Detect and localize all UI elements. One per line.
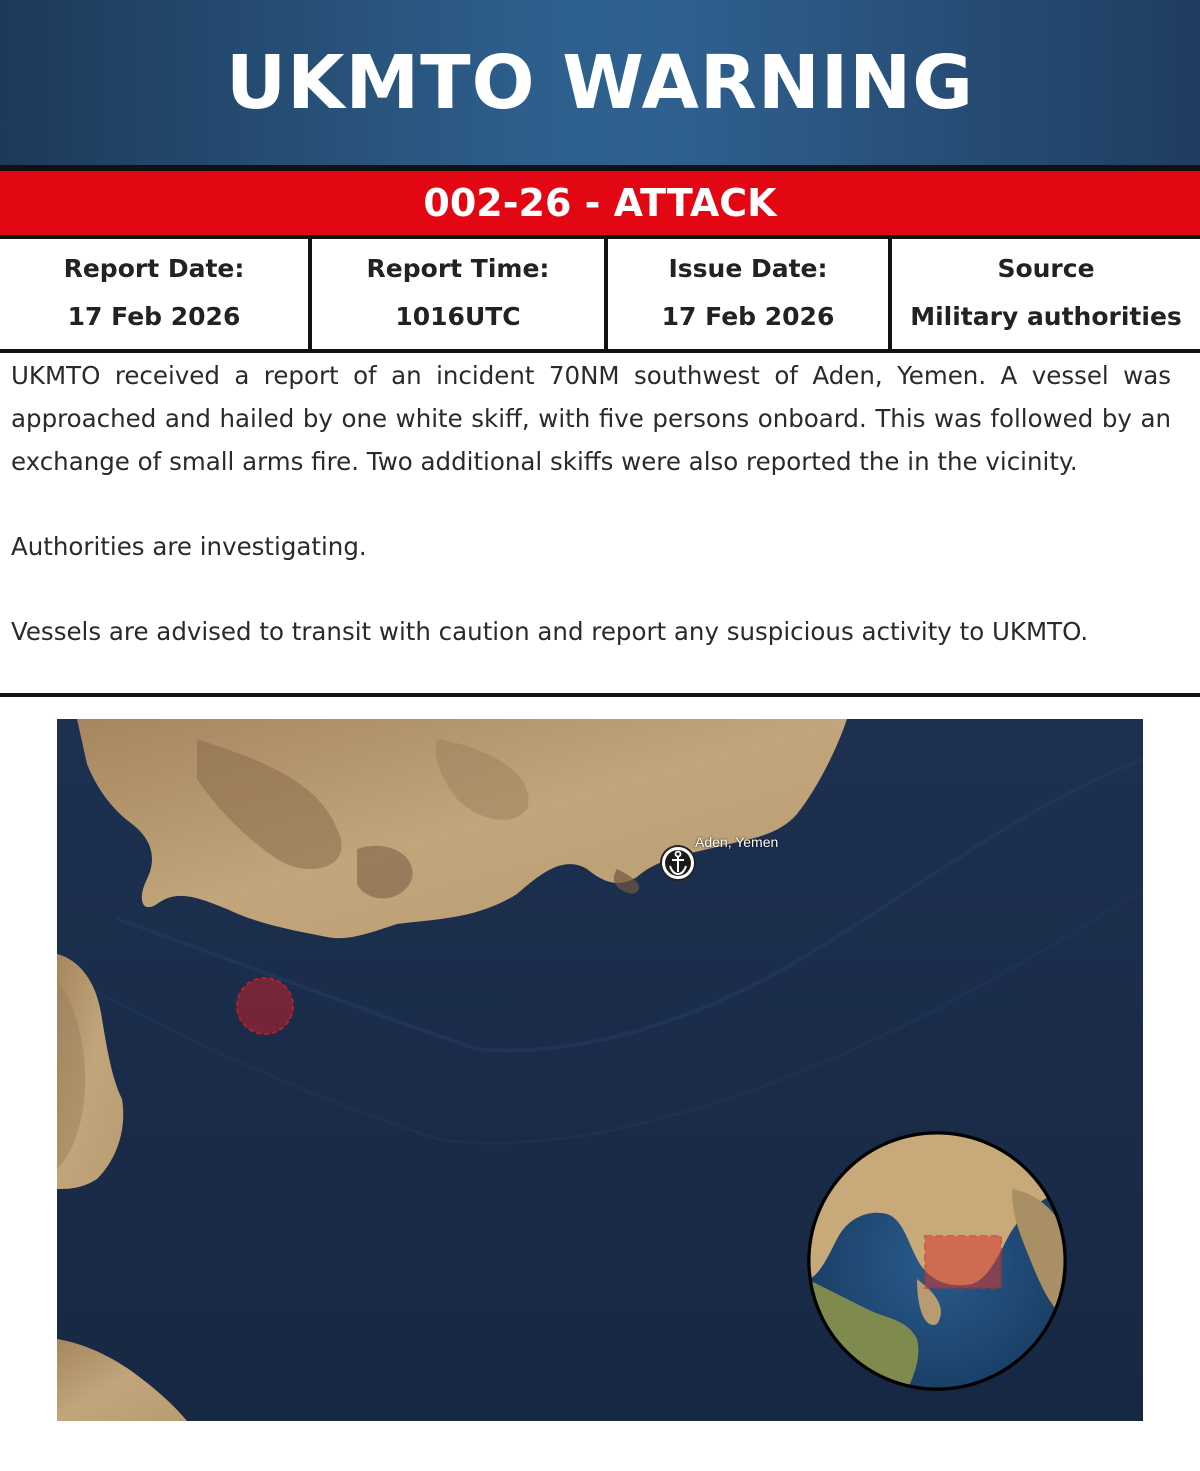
header-banner bbox=[0, 0, 1200, 165]
incident-map bbox=[57, 719, 1143, 1421]
inset-globe bbox=[807, 1131, 1067, 1391]
report-body bbox=[11, 354, 1171, 653]
report-time-label: Report Time: bbox=[366, 254, 550, 283]
inset-highlight-box bbox=[925, 1236, 1001, 1288]
incident-description: UKMTO received a report of an incident 70NM southwest of Aden, Yemen. A vessel was approached and hailed by one white skiff, with five persons onboard. This was followed by an exchange of small arms fire. Two additional skiffs were also reported the in the vicinity. bbox=[11, 361, 1171, 476]
source-cell bbox=[892, 239, 1200, 349]
advisory-text: Vessels are advised to transit with caution and report any suspicious activity to UKMTO. bbox=[11, 617, 1089, 646]
report-date-label: Report Date: bbox=[63, 254, 245, 283]
report-date-cell bbox=[0, 239, 312, 349]
report-time-cell bbox=[312, 239, 608, 349]
source-label: Source bbox=[997, 254, 1095, 283]
section-divider bbox=[0, 693, 1200, 697]
investigation-status: Authorities are investigating. bbox=[11, 532, 367, 561]
alert-label: 002-26 - ATTACK bbox=[423, 181, 777, 225]
issue-date-cell bbox=[608, 239, 892, 349]
anchor-icon bbox=[661, 846, 695, 880]
report-time-value: 1016UTC bbox=[395, 302, 521, 331]
incident-marker bbox=[237, 978, 293, 1034]
issue-date-value: 17 Feb 2026 bbox=[661, 302, 835, 331]
alert-bar bbox=[0, 165, 1200, 239]
report-meta-table bbox=[0, 239, 1200, 353]
issue-date-label: Issue Date: bbox=[668, 254, 828, 283]
source-value: Military authorities bbox=[910, 302, 1182, 331]
page-title: UKMTO WARNING bbox=[226, 39, 974, 126]
report-date-value: 17 Feb 2026 bbox=[67, 302, 241, 331]
port-label: Aden, Yemen bbox=[695, 834, 779, 850]
